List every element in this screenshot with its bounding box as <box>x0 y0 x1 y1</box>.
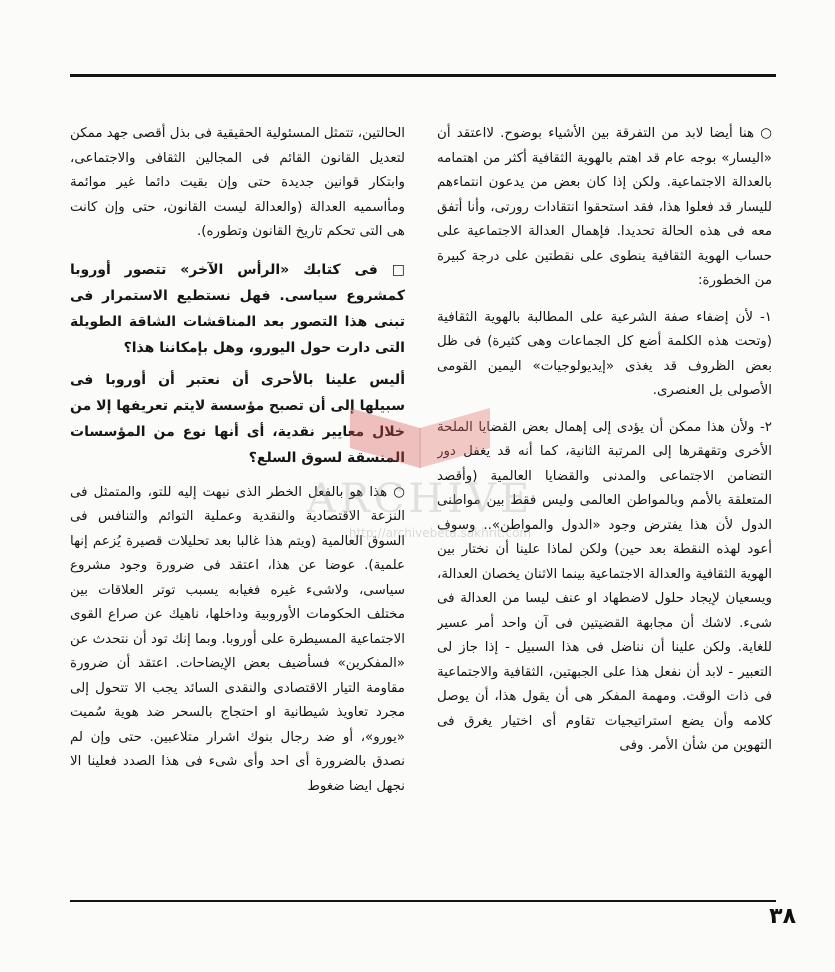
left-paragraph-answer: ○ هذا هو بالفعل الخطر الذى نبهت إليه للتو، والمتمثل فى النزعة الاقتصادية والنقدية وعملية التوائم والتنافس فى السوق العالمية (ويتم هذا غالبا بعد تحليلات قصيرة يُزعم إنها علمية). عوضا عن هذا، اعتقد فى ضرورة وجود مشروع سياسى، ولاشىء غيره فغيابه يسبب توتر العلاقات بين مختلف الحكومات الأوروبية وداخلها، ناهيك عن صراع القوى الاجتماعية المسيطرة على أوروبا. وبما إنك تود أن نتحدث عن «المفكرين» فسأضيف بعض الإيضاحات. اعتقد أن ضرورة مقاومة التيار الاقتصادى والنقدى السائد يجب الا تتحول إلى مجرد تعاويذ شيطانية او احتجاج بالسحر ضد هوية سُميت «يورو»، أو ضد رجال بنوك اشرار متلاعبين. حتى وإن لم نصدق بالضرورة أى احد وأى شىء فى هذا الصدد فعلينا الا نجهل ايضا ضغوط <box>70 484 405 794</box>
right-paragraph-3: ٢- ولأن هذا ممكن أن يؤدى إلى إهمال بعض القضايا الملحة الأخرى وتقهقرها إلى المرتبة الثانية، كما أنه قد يغفل دور التضامن الاجتماعى والمدنى والقضايا العالمية (وأقصد المتعلقة بالأمم وبالمواطن العالمى وليس فقط بين مواطنى الدول لأن هذا يفترض وجود «الدول والمواطن».. وسوف أعود لهذه النقطة بعد حين) ولكن لماذا علينا أن نختار بين الهوية الثقافية والعدالة الاجتماعية بينما الاثنان يخصان العدالة، ويسعيان لإيجاد حلول لاضطهاد او عنف ليسا من العدالة فى شىء. لاشك أن مجابهة القضيتين فى آن واحد أمر عسير للغاية. ولكن علينا أن نناضل فى هذا السبيل - إذا جاز لى التعبير - لابد أن نفعل هذا على الجبهتين، الثقافية والاجتماعية فى ذات الوقت. ومهمة المفكر هى أن يقول هذا، أن يوصل كلامه وأن يضع استراتيجيات تقاوم أى اختيار يغرق فى التهوين من شأن الأمر. وفى <box>437 419 772 753</box>
interview-question-1: □ فى كتابك «الرأس الآخر» تتصور أوروبا كمشروع سياسى. فهل نستطيع الاستمرار فى تبنى هذا التصور بعد المناقشات الشاقة الطويلة التى دارت حول اليورو، وهل بإمكاننا هذا؟ <box>70 261 405 356</box>
page-number: ٣٨ <box>769 904 796 929</box>
right-paragraph-1: ○ هنا أيضا لابد من التفرقة بين الأشياء بوضوح. لااعتقد أن «اليسار» بوجه عام قد اهتم بالهوية الثقافية أكثر من اهتمامه بالعدالة الاجتماعية. ولكن إذا كان بعض من يدعون انتماءهم لليسار قد فعلوا هذا، فقد استحقوا انتقادات رورتى، وأنا أتفق معه فى هذه الحالة تحديدا. فإهمال العدالة الاجتماعية على حساب الهوية الثقافية ينطوى على نقطتين على درجة كبيرة من الخطورة: <box>437 126 772 288</box>
right-paragraph-2: ١- لأن إضفاء صفة الشرعية على المطالبة بالهوية الثقافية (وتحت هذه الكلمة أضع كل الجماعات وهى كثيرة) فى ظل بعض الظروف قد يغذى «إيديولوجيات» اليمين القومى الأصولى بل العنصرى. <box>437 309 772 398</box>
right-column <box>437 122 772 892</box>
watermark-logo-text: ARCHIVE <box>306 476 534 522</box>
watermark-url: http://archivebeta.sakhrit.com <box>348 526 532 540</box>
left-column <box>70 122 405 892</box>
left-paragraph-1: الحالتين، تتمثل المسئولية الحقيقية فى بذل أقصى جهد ممكن لتعديل القانون القائم فى المجالين الثقافى والاجتماعى، وابتكار قوانين جديدة حتى وإن بقيت دائما غير موائمة ومأاسميه العدالة (والعدالة ليست القانون، حتى وإن كانت هى التى تحكم تاريخ القانون وتطوره). <box>70 126 405 239</box>
top-rule <box>70 74 776 77</box>
interview-question-2: أليس علينا بالأحرى أن نعتبر أن أوروبا فى سبيلها إلى أن تصبح مؤسسة لايتم تعريفها إلا من خلال معايير نقدية، أى أنها نوع من المؤسسات المنسقة لسوق السلع؟ <box>70 371 405 466</box>
bottom-rule <box>70 900 776 902</box>
